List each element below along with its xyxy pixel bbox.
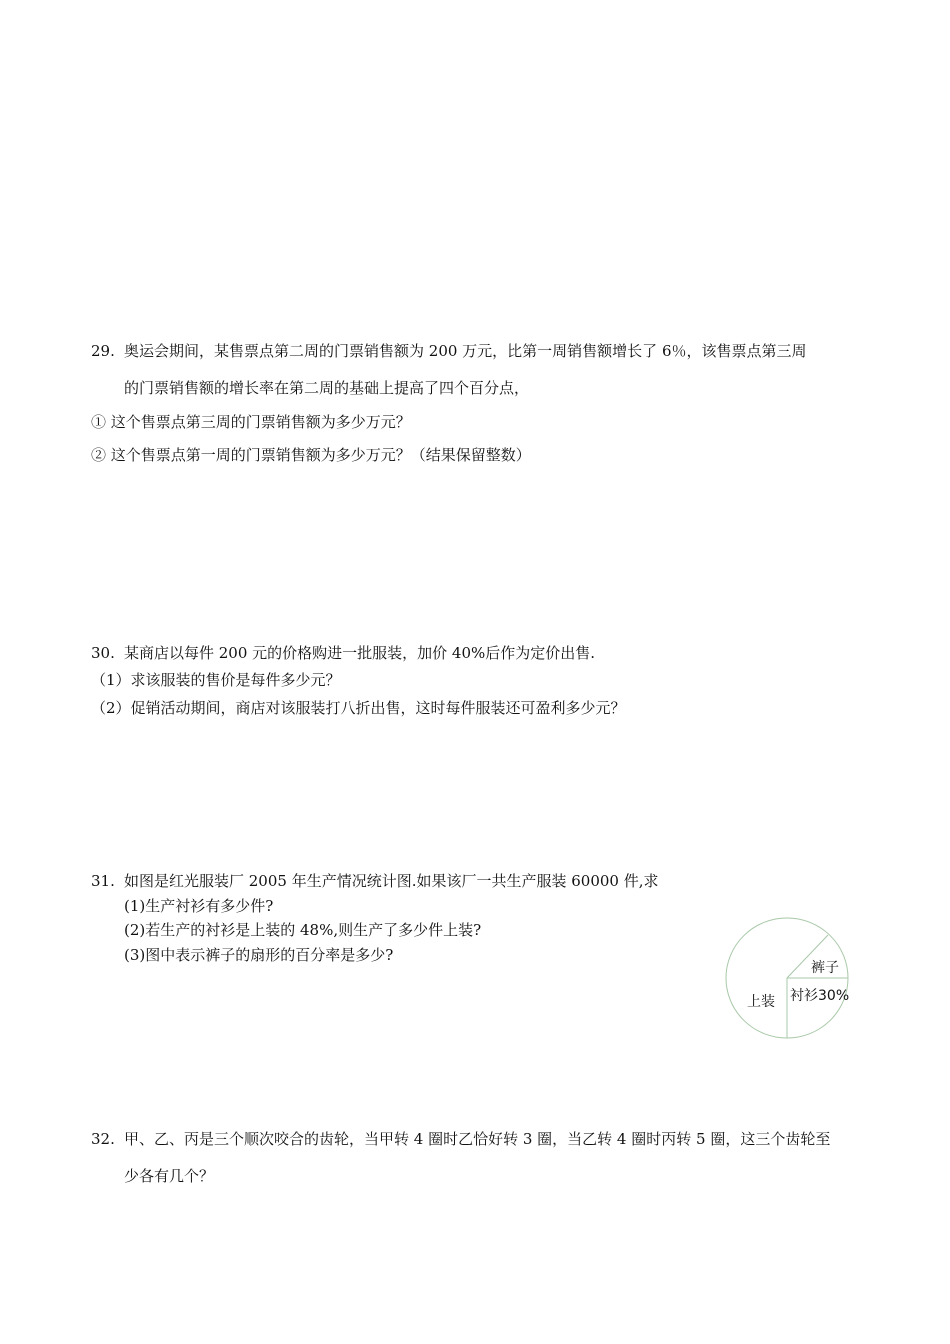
question-text: 奥运会期间，某售票点第二周的门票销售额为 200 万元，比第一周销售额增长了 6％，该售票点第三周 <box>124 342 807 360</box>
pie-label-tops: 上装 <box>747 994 775 1010</box>
pie-label-pants: 裤子 <box>811 960 839 976</box>
sub-question-1: （1）求该服装的售价是每件多少元？ <box>91 671 341 689</box>
question-number: 29. <box>91 342 115 360</box>
sub-question-2: ② 这个售票点第一周的门票销售额为多少万元？（结果保留整数） <box>91 446 531 464</box>
sub-question-1: (1)生产衬衫有多少件? <box>124 897 274 915</box>
question-number: 30. <box>91 644 115 662</box>
question-number: 32. <box>91 1130 115 1148</box>
question-text-continued: 少各有几个？ <box>124 1167 215 1185</box>
sub-question-2: (2)若生产的衬衫是上装的 48%,则生产了多少件上装? <box>124 921 482 939</box>
pie-chart-graphic <box>724 917 854 1042</box>
question-text: 如图是红光服装厂 2005 年生产情况统计图.如果该厂一共生产服装 60000 件,求 <box>124 872 659 890</box>
sub-question-1: ① 这个售票点第三周的门票销售额为多少万元？ <box>91 413 411 431</box>
pie-chart <box>724 917 854 1042</box>
question-text-continued: 的门票销售额的增长率在第二周的基础上提高了四个百分点， <box>124 379 530 397</box>
question-text: 某商店以每件 200 元的价格购进一批服装，加价 40%后作为定价出售. <box>124 644 596 662</box>
question-text: 甲、乙、丙是三个顺次咬合的齿轮，当甲转 4 圈时乙恰好转 3 圈，当乙转 4 圈时丙转 5 圈，这三个齿轮至 <box>124 1130 831 1148</box>
sub-question-3: (3)图中表示裤子的扇形的百分率是多少? <box>124 946 394 964</box>
question-number: 31. <box>91 872 115 890</box>
pie-label-shirt: 衬衫30% <box>790 988 850 1004</box>
sub-question-2: （2）促销活动期间，商店对该服装打八折出售，这时每件服装还可盈利多少元？ <box>91 699 626 717</box>
